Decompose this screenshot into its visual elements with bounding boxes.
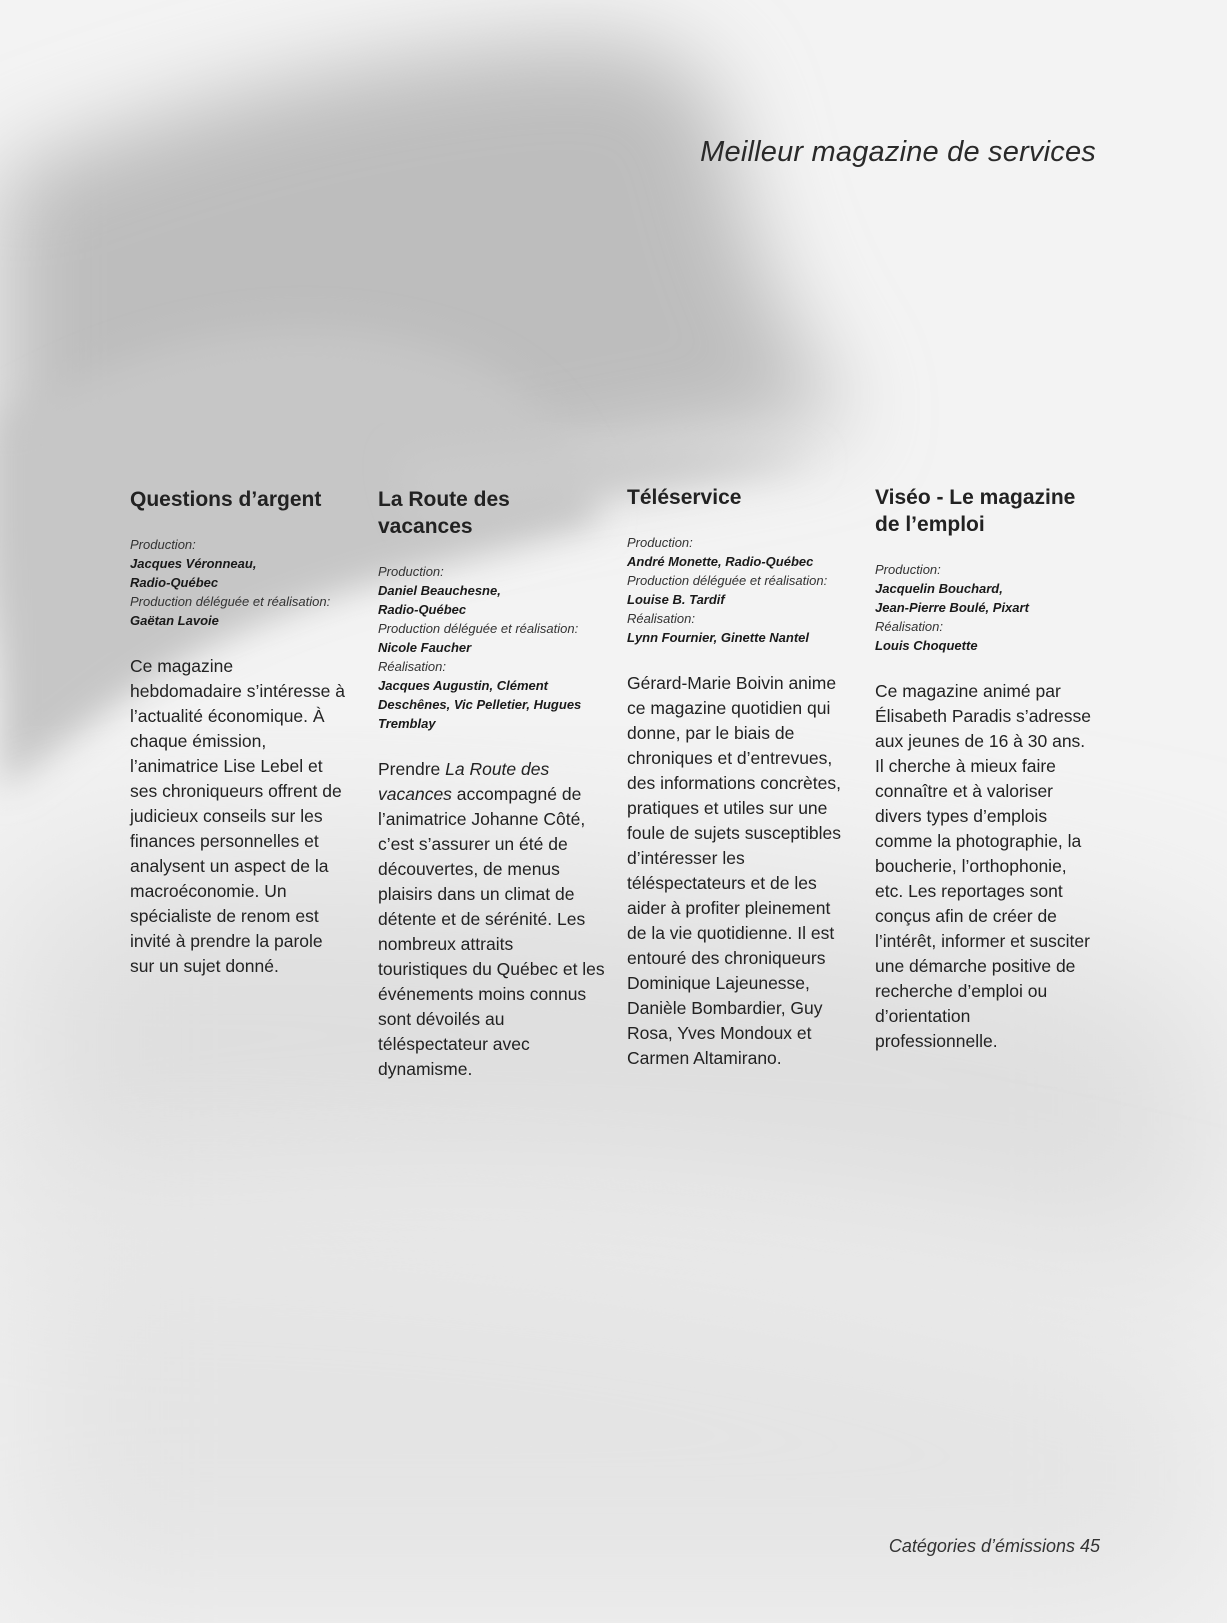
credit-role: Réalisation: [378, 659, 446, 674]
credit-role: Production: [378, 564, 444, 579]
program-title: Viséo - Le magazine de l’emploi [875, 486, 1076, 536]
credit-name: André Monette, Radio-Québec [627, 554, 814, 569]
program-column-teleservice [627, 484, 857, 1071]
program-description: Ce magazine animé par Élisabeth Paradis s’adresse aux jeunes de 16 à 30 ans. Il cherche à mieux faire connaître et à valoriser divers types d’emplois comme la photographie, la boucherie, l’orthophonie, etc. Les reportages sont conçus afin de créer de l’intérêt, informer et susciter une démarche positive de recherche d’emploi ou d’orientation professionnelle. [875, 681, 1091, 1051]
credit-role: Réalisation: [627, 611, 695, 626]
description-text: accompagné de l’animatrice Johanne Côté, c’est s’assurer un été de découvertes, de menus plaisirs dans un climat de détente et de sérénité. Les nombreux attraits touristiques du Québec et les événements moins connus sont dévoilés au téléspectateur avec dynamisme. [378, 784, 605, 1079]
program-description: Gérard-Marie Boivin anime ce magazine quotidien qui donne, par le biais de chroniques et d’entrevues, des informations concrètes, pratiques et utiles sur une foule de sujets susceptibles d’intéresser les téléspectateurs et de les aider à profiter pleinement de la vie quotidienne. Il est entouré des chroniqueurs Dominique Lajeunesse, Danièle Bombardier, Guy Rosa, Yves Mondoux et Carmen Altamirano. [627, 673, 842, 1068]
credit-role: Production: [875, 562, 941, 577]
credit-role: Production déléguée et réalisation: [130, 594, 331, 609]
credit-name: Nicole Faucher [378, 640, 472, 655]
credit-role: Réalisation: [875, 619, 943, 634]
credits [130, 535, 360, 630]
credits [875, 560, 1105, 655]
credit-name: Jacquelin Bouchard, [875, 581, 1003, 596]
program-title: Questions d’argent [130, 488, 322, 511]
program-description [378, 757, 606, 1082]
credit-name: Jacques Véronneau, [130, 556, 257, 571]
page-title: Meilleur magazine de services [700, 136, 1096, 168]
credit-name: Gaëtan Lavoie [130, 613, 219, 628]
credit-name: Radio-Québec [378, 602, 467, 617]
program-title: Téléservice [627, 486, 742, 509]
program-description: Ce magazine hebdomadaire s’intéresse à l’actualité économique. À chaque émission, l’animatrice Lise Lebel et ses chroniqueurs offrent de judicieux conseils sur les finances personnelles et analysent un aspect de la macroéconomie. Un spécialiste de renom est invité à prendre la parole sur un sujet donné. [130, 656, 345, 976]
program-title: La Route des vacances [378, 488, 510, 538]
credit-name: Louise B. Tardif [627, 592, 725, 607]
credit-name: Daniel Beauchesne, [378, 583, 501, 598]
credits [627, 533, 857, 647]
page-folio: Catégories d’émissions 45 [888, 1536, 1100, 1556]
credit-role: Production: [627, 535, 693, 550]
program-column-viseo [875, 484, 1105, 1054]
credit-role: Production déléguée et réalisation: [627, 573, 828, 588]
description-text: Prendre [378, 759, 446, 779]
program-column-questions-dargent [130, 486, 360, 979]
credit-name: Lynn Fournier, Ginette Nantel [627, 630, 810, 645]
credit-name: Jean-Pierre Boulé, Pixart [875, 600, 1029, 615]
credit-role: Production déléguée et réalisation: [378, 621, 579, 636]
program-column-la-route-des-vacances [378, 486, 608, 1082]
credit-name: Jacques Augustin, Clément Deschênes, Vic Pelletier, Hugues Tremblay [378, 678, 582, 731]
program-title-reference: La Route des vacances [378, 759, 550, 804]
credit-role: Production: [130, 537, 196, 552]
credit-name: Radio-Québec [130, 575, 219, 590]
credits [378, 562, 608, 733]
credit-name: Louis Choquette [875, 638, 978, 653]
